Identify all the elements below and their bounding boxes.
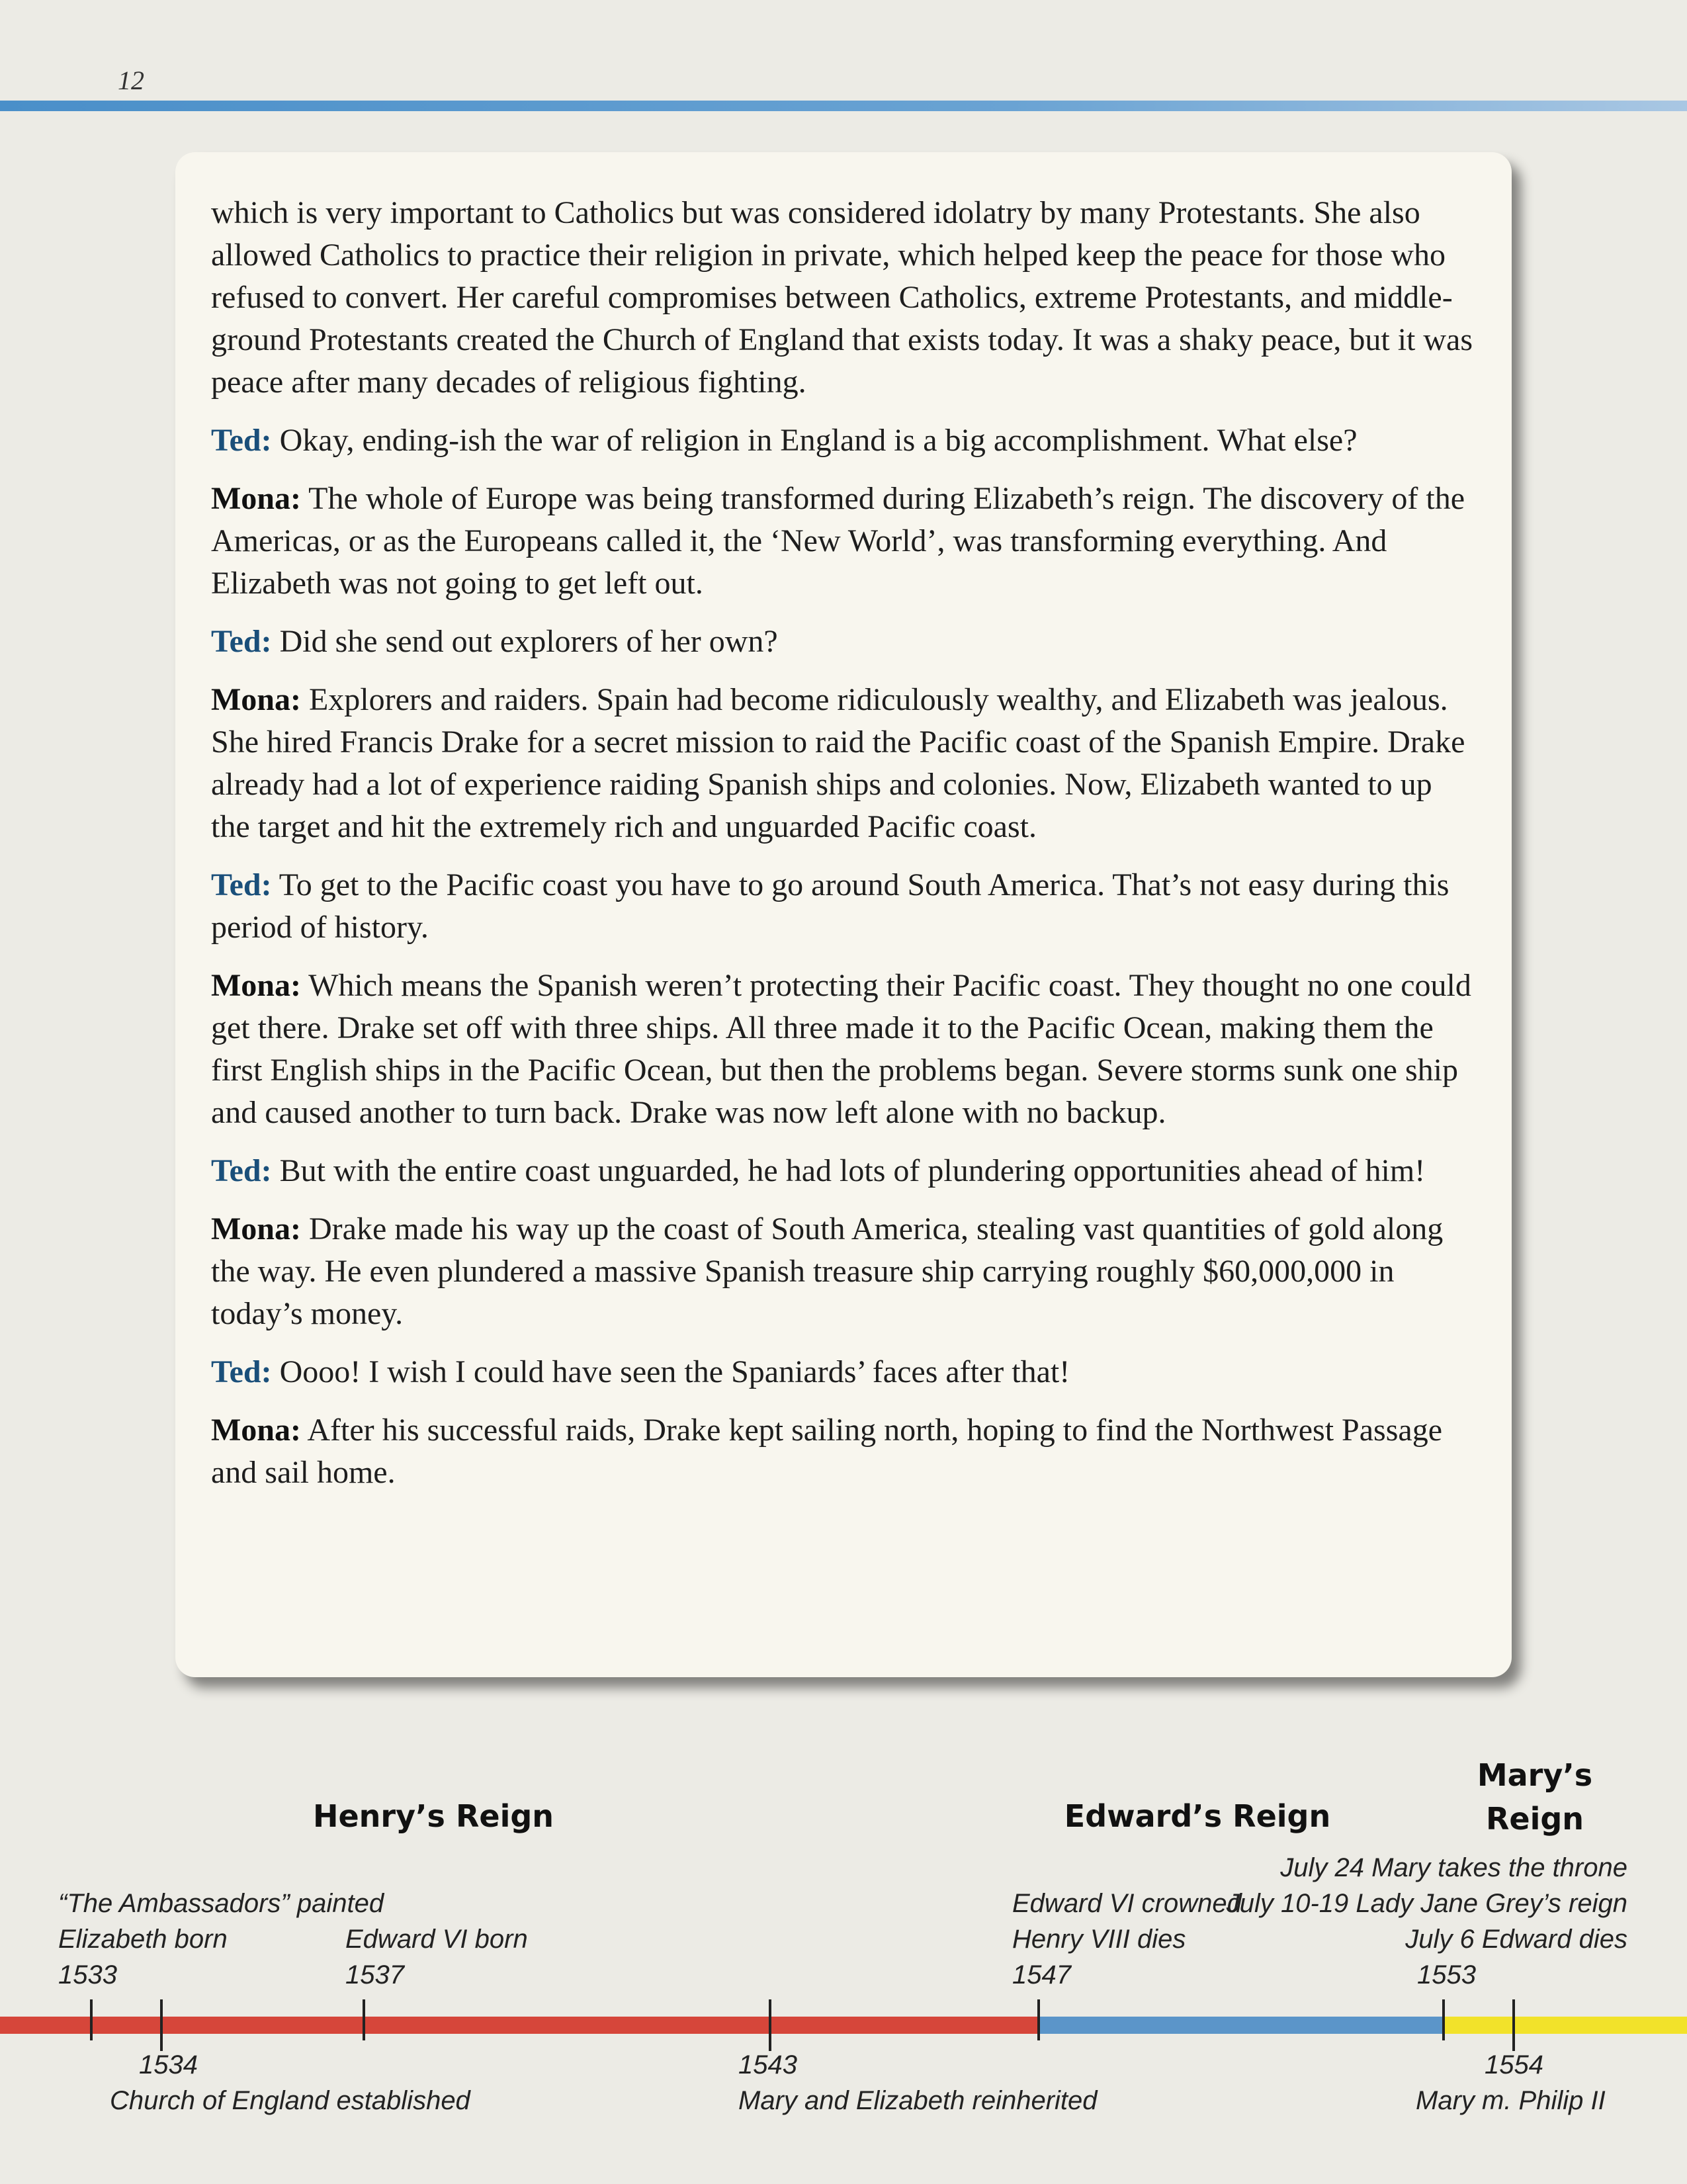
- timeline-bar-henry: [0, 2017, 1039, 2034]
- speaker-mona: Mona:: [211, 682, 301, 717]
- dialogue-paragraph: [211, 1351, 1473, 1393]
- speaker-mona: Mona:: [211, 481, 301, 516]
- paragraph-text: To get to the Pacific coast you have to go around South America. That’s not easy during this period of history.: [211, 867, 1449, 945]
- event-text: Church of England established: [110, 2086, 470, 2115]
- event-text: July 24 Mary takes the throne: [1280, 1853, 1627, 1882]
- header-rule: [0, 101, 1687, 111]
- era-label-edward: Edward’s Reign: [1064, 1798, 1331, 1834]
- paragraph-text: The whole of Europe was being transformed during Elizabeth’s reign. The discovery of the Americas, or as the Europeans called it, the ‘New World’, was transforming everything. And Elizabeth was not going to get left out.: [211, 481, 1465, 601]
- tick-1543: [769, 1999, 771, 2051]
- tick-1554: [1512, 1999, 1515, 2051]
- paragraph-text: Explorers and raiders. Spain had become ridiculously wealthy, and Elizabeth was jealous. She hired Francis Drake for a secret mission to raid the Pacific coast of the Spanish Empire. Drake already had a lot of experience raiding Spanish ships and colonies. Now, Elizabeth wanted to up the target and hit the extremely rich and unguarded Pacific coast.: [211, 682, 1465, 844]
- tick-1533: [90, 1999, 93, 2040]
- dialogue-paragraph: [211, 1208, 1473, 1335]
- dialogue-paragraph: [211, 965, 1473, 1134]
- speaker-ted: Ted:: [211, 423, 272, 458]
- dialogue-paragraph: [211, 419, 1473, 462]
- event-year: 1537: [345, 1960, 404, 1989]
- event-text: “The Ambassadors” painted: [58, 1889, 384, 1918]
- dialogue-paragraph: [211, 679, 1473, 848]
- event-1534: [110, 2047, 470, 2118]
- timeline-bar-edward: [1039, 2017, 1444, 2034]
- event-text: Mary m. Philip II: [1416, 2086, 1606, 2115]
- event-year: 1554: [1485, 2050, 1543, 2079]
- era-label-mary: Mary’s Reign: [1477, 1757, 1593, 1837]
- event-year: 1553: [1417, 1960, 1476, 1989]
- event-text: July 6 Edward dies: [1405, 1925, 1627, 1954]
- paragraph-text: Okay, ending-ish the war of religion in England is a big accomplishment. What else?: [279, 423, 1358, 458]
- event-1543: [738, 2047, 1098, 2118]
- event-text: Edward VI crowned: [1012, 1889, 1242, 1918]
- era-label-henry: Henry’s Reign: [312, 1798, 554, 1834]
- event-text: Edward VI born: [345, 1925, 528, 1954]
- event-year: 1534: [139, 2050, 198, 2079]
- dialogue-paragraph: [211, 1409, 1473, 1494]
- event-year: 1533: [58, 1960, 117, 1989]
- paragraph-text: Drake made his way up the coast of South America, stealing vast quantities of gold along the way. He even plundered a massive Spanish treasure ship carrying roughly $60,000,000 in today’s money.: [211, 1211, 1444, 1331]
- paragraph-text: which is very important to Catholics but was considered idolatry by many Protestants. She also allowed Catholics to practice their religion in private, which helped keep the peace for those who refused to convert. Her careful compromises between Catholics, extreme Protestants, and middle-ground Protestants created the Church of England that exists today. It was a shaky peace, but it was peace after many decades of religious fighting.: [211, 195, 1473, 400]
- event-text: Elizabeth born: [58, 1925, 228, 1954]
- speaker-mona: Mona:: [211, 1413, 301, 1448]
- event-text: Henry VIII dies: [1012, 1925, 1186, 1954]
- speaker-ted: Ted:: [211, 624, 272, 659]
- event-year: 1543: [738, 2050, 797, 2079]
- event-1553: [1204, 1850, 1627, 1993]
- paragraph-text: Which means the Spanish weren’t protecting their Pacific coast. They thought no one could get there. Drake set off with three ships. All three made it to the Pacific Ocean, making them the first English ships in the Pacific Ocean, but then the problems began. Severe storms sunk one ship and caused another to turn back. Drake was now left alone with no backup.: [211, 968, 1471, 1130]
- dialogue-paragraph: [211, 864, 1473, 949]
- event-1537: [345, 1921, 528, 1993]
- paragraph-text: But with the entire coast unguarded, he had lots of plundering opportunities ahead of him!: [279, 1153, 1426, 1188]
- page-number: 12: [118, 66, 144, 95]
- event-text: Mary and Elizabeth reinherited: [738, 2086, 1098, 2115]
- speaker-mona: Mona:: [211, 968, 301, 1003]
- tick-1537: [363, 1999, 365, 2040]
- speaker-ted: Ted:: [211, 1153, 272, 1188]
- tick-1547: [1037, 1999, 1040, 2040]
- tick-1534: [160, 1999, 163, 2051]
- tick-1553: [1442, 1999, 1445, 2040]
- paragraph-text: Oooo! I wish I could have seen the Spaniards’ faces after that!: [279, 1354, 1070, 1389]
- paragraph-text: Did she send out explorers of her own?: [279, 624, 778, 659]
- timeline-bar-mary: [1444, 2017, 1687, 2034]
- speaker-mona: Mona:: [211, 1211, 301, 1246]
- dialogue-paragraph: [211, 1150, 1473, 1192]
- speaker-ted: Ted:: [211, 1354, 272, 1389]
- speaker-ted: Ted:: [211, 867, 272, 902]
- dialogue-paragraph: [211, 478, 1473, 605]
- dialogue-paragraph: [211, 621, 1473, 663]
- event-text: July 10-19 Lady Jane Grey’s reign: [1226, 1889, 1627, 1918]
- event-1554: [1416, 2047, 1606, 2118]
- dialogue-card: [175, 152, 1512, 1677]
- event-1533: [58, 1886, 384, 1993]
- dialogue-paragraph: [211, 192, 1473, 404]
- paragraph-text: After his successful raids, Drake kept sailing north, hoping to find the Northwest Passage and sail home.: [211, 1413, 1442, 1490]
- event-year: 1547: [1012, 1960, 1071, 1989]
